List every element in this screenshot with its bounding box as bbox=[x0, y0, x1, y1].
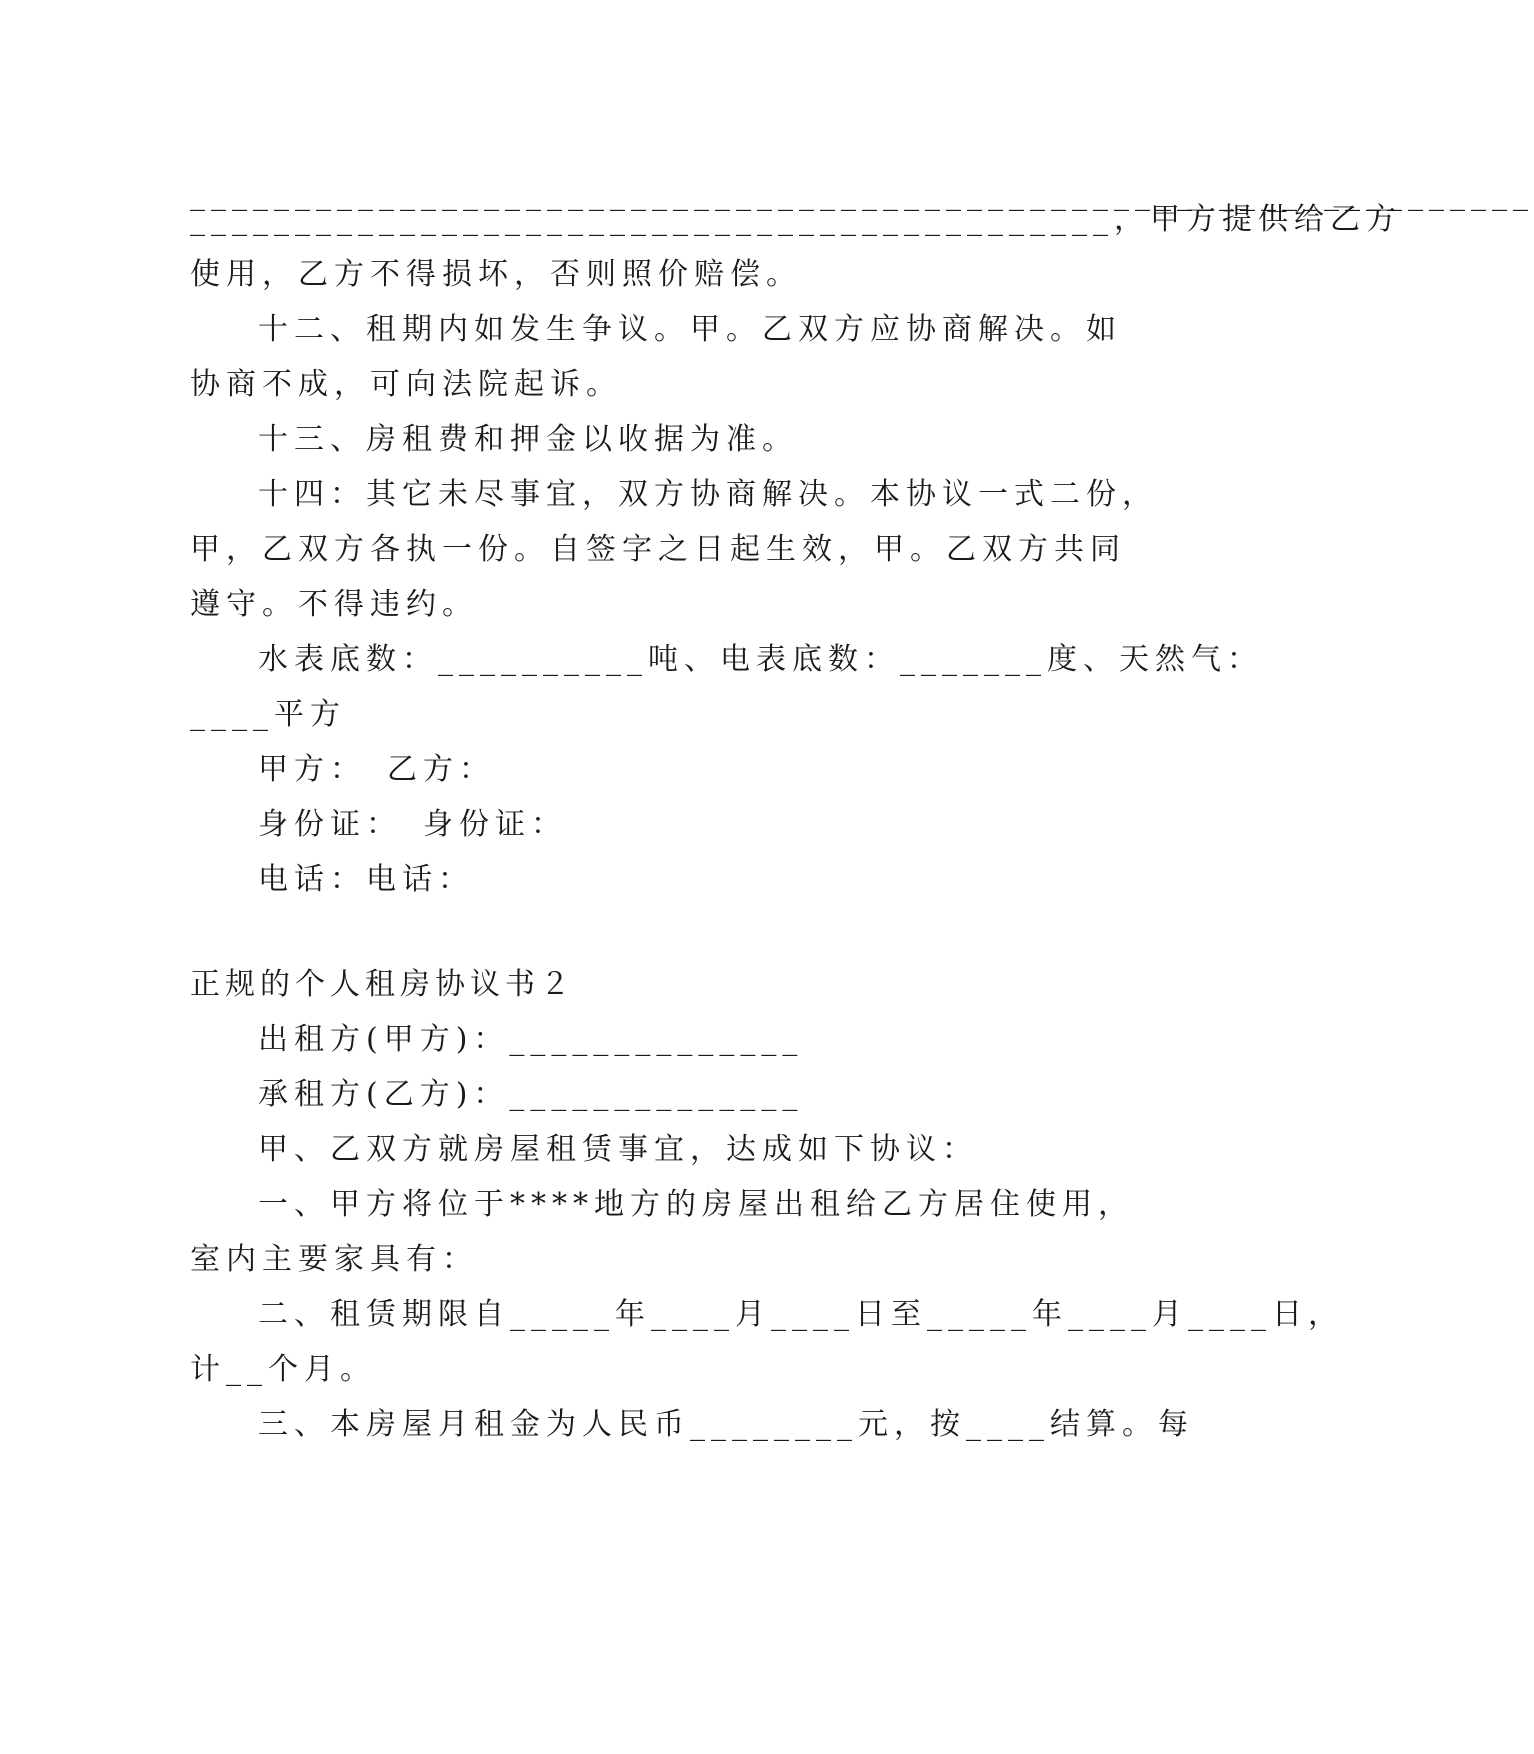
clause-14-line: 十四：其它未尽事宜，双方协商解决。本协议一式二份， bbox=[258, 477, 1158, 512]
lessor-line: 出租方(甲方)：______________ bbox=[258, 1022, 804, 1057]
clause-1-line: 一、甲方将位于****地方的房屋出租给乙方居住使用， bbox=[258, 1187, 1134, 1222]
paragraph-line: ____平方 bbox=[190, 697, 346, 732]
paragraph-line: 协商不成，可向法院起诉。 bbox=[190, 367, 622, 402]
agreement-intro-line: 甲、乙双方就房屋租赁事宜，达成如下协议： bbox=[258, 1132, 978, 1167]
paragraph-line: 甲，乙双方各执一份。自签字之日起生效，甲。乙双方共同 bbox=[190, 532, 1126, 567]
lessee-line: 承租方(乙方)：______________ bbox=[258, 1077, 804, 1112]
meter-readings-line: 水表底数：__________吨、电表底数：_______度、天然气： bbox=[258, 642, 1263, 677]
clause-13-line: 十三、房租费和押金以收据为准。 bbox=[258, 422, 798, 457]
phone-line: 电话：电话： bbox=[258, 862, 474, 897]
paragraph-line: ____________________________________________，甲方提供给乙方 bbox=[190, 202, 1402, 237]
paragraph-line: 遵守。不得违约。 bbox=[190, 587, 478, 622]
clause-3-line: 三、本房屋月租金为人民币________元，按____结算。每 bbox=[258, 1407, 1194, 1442]
section-title: 正规的个人租房协议书２ bbox=[190, 967, 575, 1002]
clause-2-line: 二、租赁期限自_____年____月____日至_____年____月____日， bbox=[258, 1297, 1344, 1332]
blank-underline-line: ________________________________________________________________ bbox=[190, 177, 1534, 212]
paragraph-line: 室内主要家具有： bbox=[190, 1242, 478, 1277]
paragraph-line: 计__个月。 bbox=[190, 1352, 376, 1387]
party-signature-line: 甲方： 乙方： bbox=[258, 752, 495, 787]
paragraph-line: 使用，乙方不得损坏，否则照价赔偿。 bbox=[190, 257, 802, 292]
clause-12-line: 十二、租期内如发生争议。甲。乙双方应协商解决。如 bbox=[258, 312, 1122, 347]
id-card-line: 身份证： 身份证： bbox=[258, 807, 567, 842]
